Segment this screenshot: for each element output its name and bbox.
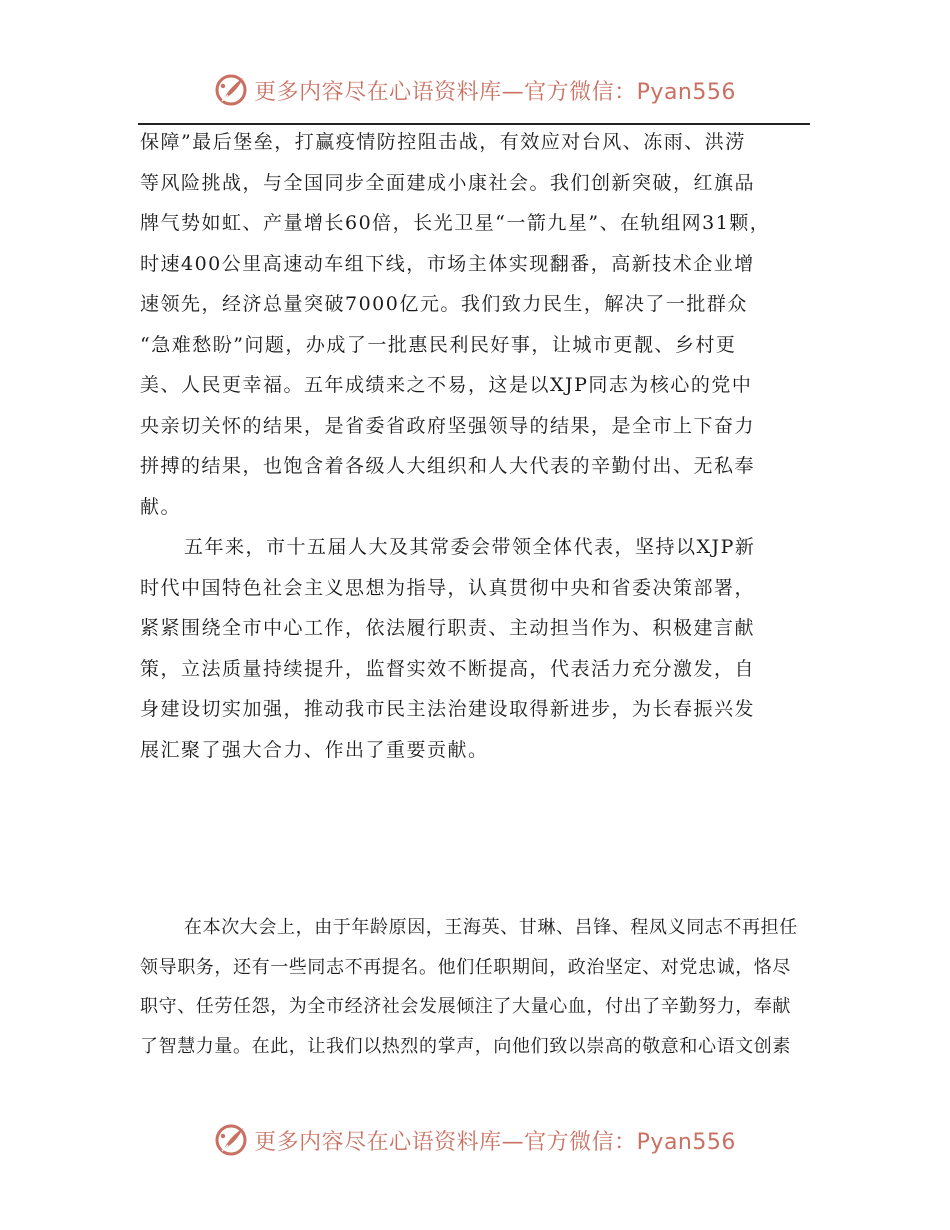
banner-contact: 官方微信：Pyan556 [524, 79, 736, 105]
paragraph3-line: 职守、任劳任怨，为全市经济社会发展倾注了大量心血，付出了辛勤努力，奉献 [140, 996, 791, 1017]
paragraph1-line: 献。 [140, 495, 182, 518]
banner-contact: 官方微信：Pyan556 [524, 1129, 736, 1155]
document-body-continued [140, 908, 810, 1066]
banner-text [254, 1125, 736, 1156]
paragraph3-line: 了智慧力量。在此，让我们以热烈的掌声，向他们致以崇高的敬意和心语文创素 [140, 1035, 791, 1057]
paragraph2-line: 时代中国特色社会主义思想为指导，认真贯彻中央和省委决策部署， [140, 576, 756, 599]
paragraph1-line: 保障”最后堡垒，打赢疫情防控阻击战，有效应对台风、冻雨、洪涝 [140, 131, 746, 153]
banner-separator: — [501, 79, 525, 105]
paragraph1-line: 牌气势如虹、产量增长60倍，长光卫星“一箭九星”、在轨组网31颗， [140, 212, 771, 234]
banner-text [254, 75, 736, 106]
paragraph1-line: 美、人民更幸福。五年成绩来之不易，这是以XJP同志为核心的党中 [140, 374, 753, 396]
banner-main: 更多内容尽在心语资料库 [254, 79, 502, 105]
paragraph2-line: 策，立法质量持续提升，监督实效不断提高，代表活力充分激发，自 [140, 657, 756, 680]
paragraph1-line: 等风险挑战，与全国同步全面建成小康社会。我们创新突破，红旗品 [140, 171, 756, 194]
paragraph2-line: 紧紧围绕全市中心工作，依法履行职责、主动担当作为、积极建言献 [140, 617, 756, 639]
paragraph2-line: 展汇聚了强大合力、作出了重要贡献。 [140, 738, 489, 761]
footer-banner [0, 1120, 950, 1160]
paragraph1-line: 时速400公里高速动车组下线，市场主体实现翻番，高新技术企业增 [140, 252, 755, 275]
banner-main: 更多内容尽在心语资料库 [254, 1129, 502, 1155]
feather-pen-logo-icon [214, 1123, 248, 1157]
paragraph1-line: 拼搏的结果，也饱含着各级人大组织和人大代表的辛勤付出、无私奉 [140, 455, 756, 477]
paragraph3-line: 在本次大会上，由于年龄原因，王海英、甘琳、吕锋、程凤义同志不再担任 [184, 917, 798, 938]
feather-pen-logo-icon [214, 73, 248, 107]
document-body [140, 122, 810, 770]
paragraph1-line: 央亲切关怀的结果，是省委省政府坚强领导的结果，是全市上下奋力 [140, 414, 756, 437]
paragraph3-line: 领导职务，还有一些同志不再提名。他们任职期间，政治坚定、对党忠诚，恪尽 [140, 956, 791, 978]
banner-separator: — [501, 1129, 525, 1155]
paragraph1-line: 速领先，经济总量突破7000亿元。我们致力民生，解决了一批群众 [140, 293, 748, 315]
paragraph2-line: 五年来，市十五届人大及其常委会带领全体代表，坚持以XJP新 [184, 536, 756, 558]
paragraph2-line: 身建设切实加强，推动我市民主法治建设取得新进步，为长春振兴发 [140, 698, 756, 720]
header-banner [0, 70, 950, 110]
paragraph1-line: “急难愁盼”问题，办成了一批惠民利民好事，让城市更靓、乡村更 [140, 333, 737, 356]
